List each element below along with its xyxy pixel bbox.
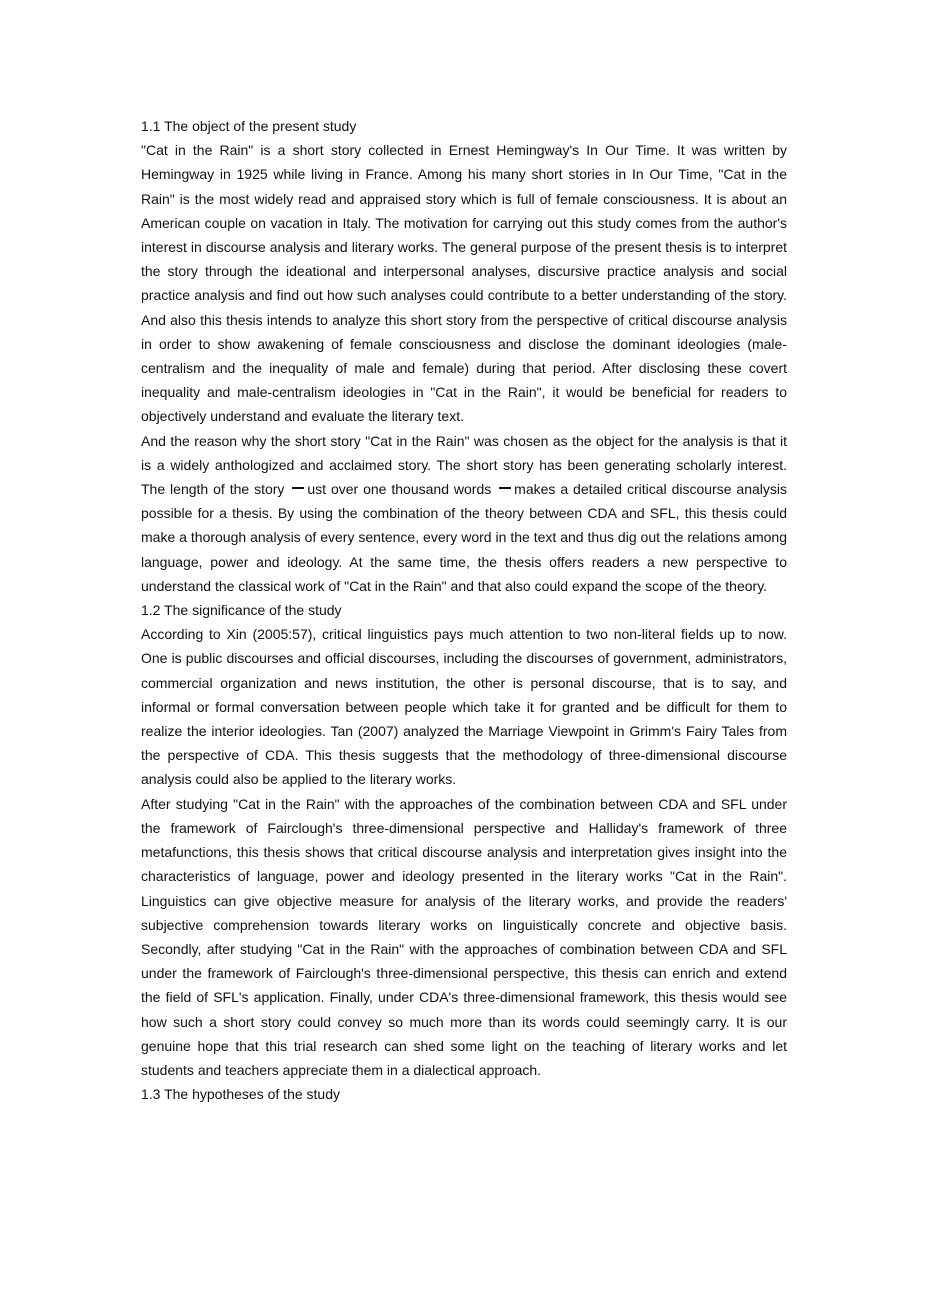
paragraph-object-intro: "Cat in the Rain" is a short story collected in Ernest Hemingway's In Our Time. It was written by Hemingway in 1925 while living in France. Among his many short stories in In Our Time, "Cat in the Rain" is the most widely read and appraised story which is full of female consciousness. It is about an American couple on vacation in Italy. The motivation for carrying out this study comes from the author's interest in discourse analysis and literary works. The general purpose of the present thesis is to interpret the story through the ideational and interpersonal analyses, discursive practice analysis and social practice analysis and find out how such analyses could contribute to a better understanding of the story. And also this thesis intends to analyze this short story from the perspective of critical discourse analysis in order to show awakening of female consciousness and disclose the dominant ideologies (male-centralism and the inequality of male and female) during that period. After disclosing these covert inequality and male-centralism ideologies in "Cat in the Rain", it would be beneficial for readers to objectively understand and evaluate the literary text.: [141, 142, 787, 425]
document-page: [141, 114, 787, 1106]
section-heading-1-3: 1.3 The hypotheses of the study: [141, 1086, 340, 1103]
paragraph-object-reason-part3: makes a detailed critical discourse analysis possible for a thesis. By using the combination of the theory between CDA and SFL, this thesis could make a thorough analysis of every sentence, every word in the text and thus dig out the relations among language, power and ideology. At the same time, the thesis offers readers a new perspective to understand the classical work of "Cat in the Rain" and that also could expand the scope of the theory.: [141, 481, 787, 594]
section-heading-1-2: 1.2 The significance of the study: [141, 602, 342, 619]
section-heading-1-1: 1.1 The object of the present study: [141, 118, 357, 134]
paragraph-object-reason-part2: ust over one thousand words: [307, 481, 492, 498]
paragraph-object-reason-part1: And the reason why the short story "Cat in the Rain" was chosen as the object for the analysis is that it is a widely anthologized and acclaimed story. The short story has been generating scholarly interest. The length of the story: [141, 432, 787, 498]
paragraph-object-reason: [141, 429, 787, 598]
dash-mark-icon: [498, 485, 512, 495]
dash-mark-icon: [291, 485, 305, 495]
paragraph-significance-2: After studying "Cat in the Rain" with the approaches of the combination between CDA and SFL under the framework of Fairclough's three-dimensional perspective and Halliday's framework of three metafunctions, this thesis shows that critical discourse analysis and interpretation gives insight into the characteristics of language, power and ideology presented in the literary works "Cat in the Rain". Linguistics can give objective measure for analysis of the literary works, and provide the readers' subjective comprehension towards literary works on linguistically concrete and objective basis. Secondly, after studying "Cat in the Rain" with the approaches of combination between CDA and SFL under the framework of Fairclough's three-dimensional perspective, this thesis can enrich and extend the field of SFL's application. Finally, under CDA's three-dimensional framework, this thesis would see how such a short story could convey so much more than its words could seemingly carry. It is our genuine hope that this trial research can shed some light on the teaching of literary works and let students and teachers appreciate them in a dialectical approach.: [141, 795, 787, 1078]
paragraph-significance-1: According to Xin (2005:57), critical linguistics pays much attention to two non-literal fields up to now. One is public discourses and official discourses, including the discourses of government, administrators, commercial organization and news institution, the other is personal discourse, that is to say, and informal or formal conversation between people which take it for granted and be difficult for them to realize the interior ideologies. Tan (2007) analyzed the Marriage Viewpoint in Grimm's Fairy Tales from the perspective of CDA. This thesis suggests that the methodology of three-dimensional discourse analysis could also be applied to the literary works.: [141, 626, 787, 788]
